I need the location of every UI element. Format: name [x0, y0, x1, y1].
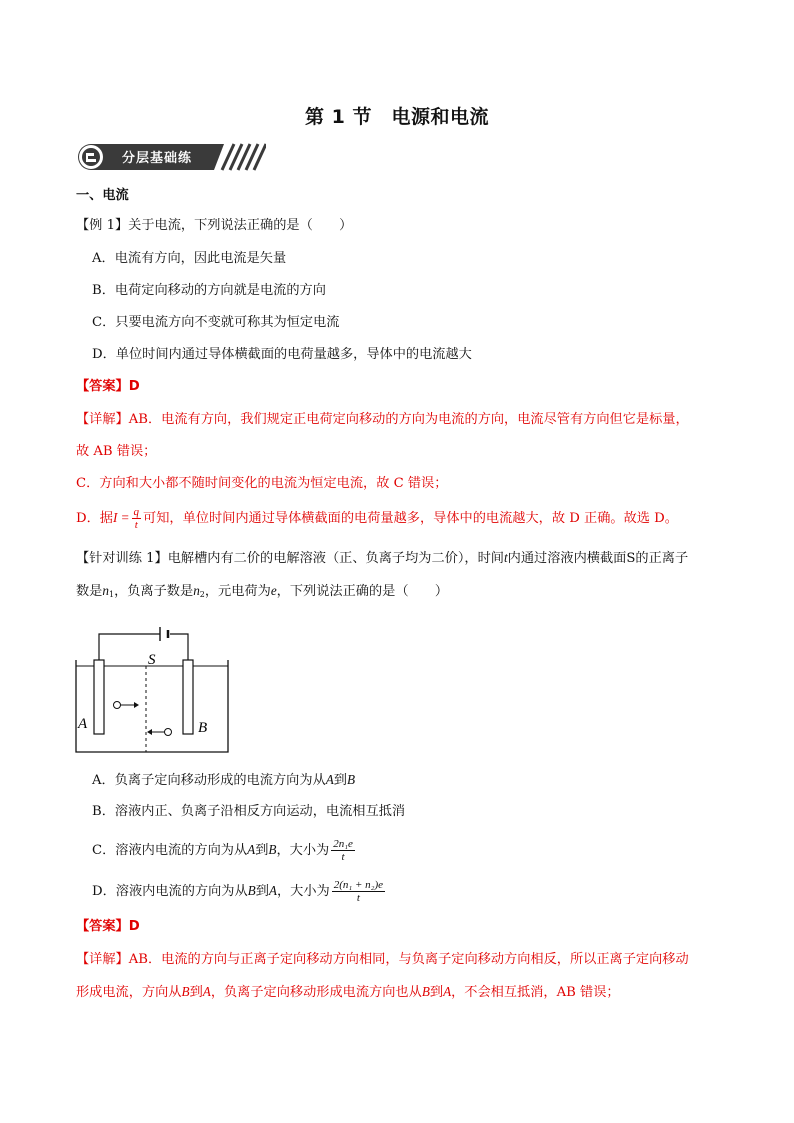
training1-option-c — [92, 838, 357, 863]
t1-q2-part2: ，负离子数是 — [114, 584, 194, 599]
formula-i: I = — [112, 510, 130, 525]
t1-optC-pre: C．溶液内电流的方向为从 — [92, 843, 248, 858]
t1-d2-mid1: 到 — [189, 985, 203, 1000]
section-heading: 一、电流 — [76, 188, 129, 203]
example1-option-b: B．电荷定向移动的方向就是电流的方向 — [92, 283, 326, 298]
t1-optC-num: 2n₁e — [333, 838, 353, 850]
t1-optD-pre: D．溶液内电流的方向为从 — [92, 884, 248, 899]
t1-q-part2: 内通过溶液内横截面 — [507, 551, 627, 566]
label-a: A — [78, 716, 88, 732]
t1-n2: n — [193, 583, 200, 598]
negative-ion — [165, 729, 172, 736]
example1-question — [76, 216, 352, 236]
t1-d2-B2: B — [421, 984, 430, 999]
t1-q-s: S — [626, 551, 636, 566]
banner-label: 分层基础练 — [122, 151, 193, 166]
electrode-b — [183, 660, 193, 734]
example1-detail-line1: 【详解】AB．电流有方向，我们规定正电荷定向移动的方向为电流的方向，电流尽管有方向但它是标量， — [76, 412, 689, 427]
t1-optD-A: A — [268, 883, 277, 898]
training1-tag: 【针对训练 1】 — [76, 551, 168, 566]
t1-q-t: t — [504, 550, 508, 565]
t1-q2-part1: 数是 — [76, 584, 103, 599]
label-s: S — [148, 652, 156, 668]
t1-optD-num: 2(n₁ + n₂)e — [333, 879, 383, 891]
t1-d2-A2: A — [443, 984, 452, 999]
t1-d2-A1: A — [202, 984, 211, 999]
example1-option-a: A．电流有方向，因此电流是矢量 — [92, 251, 287, 266]
t1-optA-pre: A．负离子定向移动形成的电流方向为从 — [92, 773, 326, 788]
example1-detail-line3: C．方向和大小都不随时间变化的电流为恒定电流，故 C 错误； — [76, 476, 448, 491]
t1-d2-post: ，不会相互抵消，AB 错误； — [451, 985, 620, 1000]
t1-optA-B: B — [346, 772, 356, 787]
electrode-a — [94, 660, 104, 734]
training1-detail-line1: 【详解】AB．电流的方向与正离子定向移动方向相同，与负离子定向移动方向相反，所以正离子定向移动 — [76, 952, 689, 967]
t1-q-part1: 电解槽内有二价的电解溶液（正、负离子均为二价），时间 — [167, 551, 504, 566]
t1-optC-den: t — [341, 851, 345, 863]
positive-ion — [114, 702, 121, 709]
t1-optD-post: ，大小为 — [276, 884, 330, 899]
t1-optC-fraction — [331, 838, 355, 863]
training1-option-d — [92, 879, 387, 904]
t1-q2-part3: ，元电荷为 — [204, 584, 271, 599]
example1-option-d: D．单位时间内通过导体横截面的电荷量越多，导体中的电流越大 — [92, 347, 472, 362]
example1-tag: 【例 1】 — [76, 218, 129, 233]
t1-e: e — [270, 583, 277, 598]
detail4-prefix: D．据 — [76, 511, 113, 526]
electrolytic-cell-diagram — [72, 620, 232, 760]
wire-right — [170, 634, 188, 660]
example1-option-c: C．只要电流方向不变就可称其为恒定电流 — [92, 315, 340, 330]
training1-question-line2 — [76, 581, 448, 605]
example1-question-text: 关于电流，下列说法正确的是（ ） — [128, 218, 353, 233]
training1-question-line1 — [76, 548, 688, 569]
formula-fraction — [132, 506, 142, 531]
t1-optD-fraction — [332, 879, 385, 904]
t1-q-part3: 的正离子 — [635, 551, 689, 566]
training1-detail-line2 — [76, 982, 620, 1003]
t1-optA-mid: 到 — [333, 773, 347, 788]
training1-option-a — [92, 770, 355, 791]
training1-option-b: B．溶液内正、负离子沿相反方向运动，电流相互抵消 — [92, 804, 406, 819]
example1-detail-line4 — [76, 506, 678, 531]
page-title: 第 1 节 电源和电流 — [305, 106, 489, 128]
t1-optC-mid: 到 — [255, 843, 269, 858]
training1-answer: 【答案】D — [76, 919, 140, 934]
label-b: B — [198, 720, 208, 736]
t1-optC-B: B — [268, 842, 277, 857]
t1-n2-sub: 2 — [199, 590, 205, 599]
example1-detail-line2: 故 AB 错误； — [76, 444, 157, 459]
t1-optD-B: B — [247, 883, 256, 898]
t1-optD-den: t — [356, 892, 360, 904]
t1-d2-mid3: 到 — [429, 985, 444, 1000]
formula-denominator: t — [134, 519, 138, 531]
t1-optC-post: ，大小为 — [276, 843, 330, 858]
detail4-suffix: 可知，单位时间内通过导体横截面的电荷量越多，导体中的电流越大，故 D 正确。故选 D。 — [143, 511, 678, 526]
t1-n1-sub: 1 — [108, 590, 115, 599]
t1-optA-A: A — [325, 772, 334, 787]
t1-d2-B1: B — [181, 984, 190, 999]
t1-q2-part4: ，下列说法正确的是（ ） — [276, 584, 449, 599]
t1-d2-pre: 形成电流，方向从 — [76, 985, 182, 1000]
example1-answer: 【答案】D — [76, 379, 140, 394]
t1-d2-mid2: ，负离子定向移动形成电流方向也从 — [210, 985, 422, 1000]
t1-optD-mid: 到 — [255, 884, 269, 899]
t1-optC-A: A — [247, 842, 256, 857]
t1-n1: n — [102, 583, 109, 598]
formula-numerator: q — [133, 506, 140, 518]
